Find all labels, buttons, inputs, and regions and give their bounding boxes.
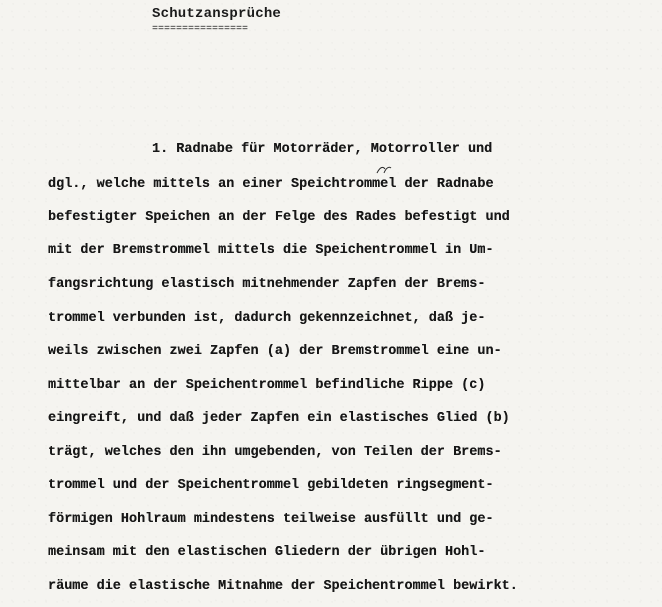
handwritten-insertion-mark <box>376 165 392 175</box>
claim-line-9: eingreift, und daß jeder Zapfen ein elastisches Glied (b) <box>48 411 510 426</box>
claim-line-12: förmigen Hohlraum mindestens teilweise ausfüllt und ge- <box>48 512 494 527</box>
claim-line-3: befestigter Speichen an der Felge des Rades befestigt und <box>48 210 510 225</box>
claim-line-2: dgl., welche mittels an einer Speichtrommel der Radnabe <box>48 177 494 192</box>
claim-line-6: trommel verbunden ist, dadurch gekennzeichnet, daß je- <box>48 311 486 326</box>
claim-line-13: meinsam mit den elastischen Gliedern der übrigen Hohl- <box>48 545 486 560</box>
claim-line-14: räume die elastische Mitnahme der Speichentrommel bewirkt. <box>48 579 518 594</box>
claim-line-1: 1. Radnabe für Motorräder, Motorroller und <box>152 142 493 157</box>
heading-underline: ================ <box>152 25 249 35</box>
claim-line-8: mittelbar an der Speichentrommel befindliche Rippe (c) <box>48 378 486 393</box>
claim-line-7: weils zwischen zwei Zapfen (a) der Bremstrommel eine un- <box>48 344 502 359</box>
claim-line-11: trommel und der Speichentrommel gebildeten ringsegment- <box>48 478 494 493</box>
claim-line-4: mit der Bremstrommel mittels die Speichentrommel in Um- <box>48 243 494 258</box>
claim-line-10: trägt, welches den ihn umgebenden, von Teilen der Brems- <box>48 445 502 460</box>
section-heading: Schutzansprüche <box>152 6 282 22</box>
claim-line-5: fangsrichtung elastisch mitnehmender Zapfen der Brems- <box>48 277 486 292</box>
